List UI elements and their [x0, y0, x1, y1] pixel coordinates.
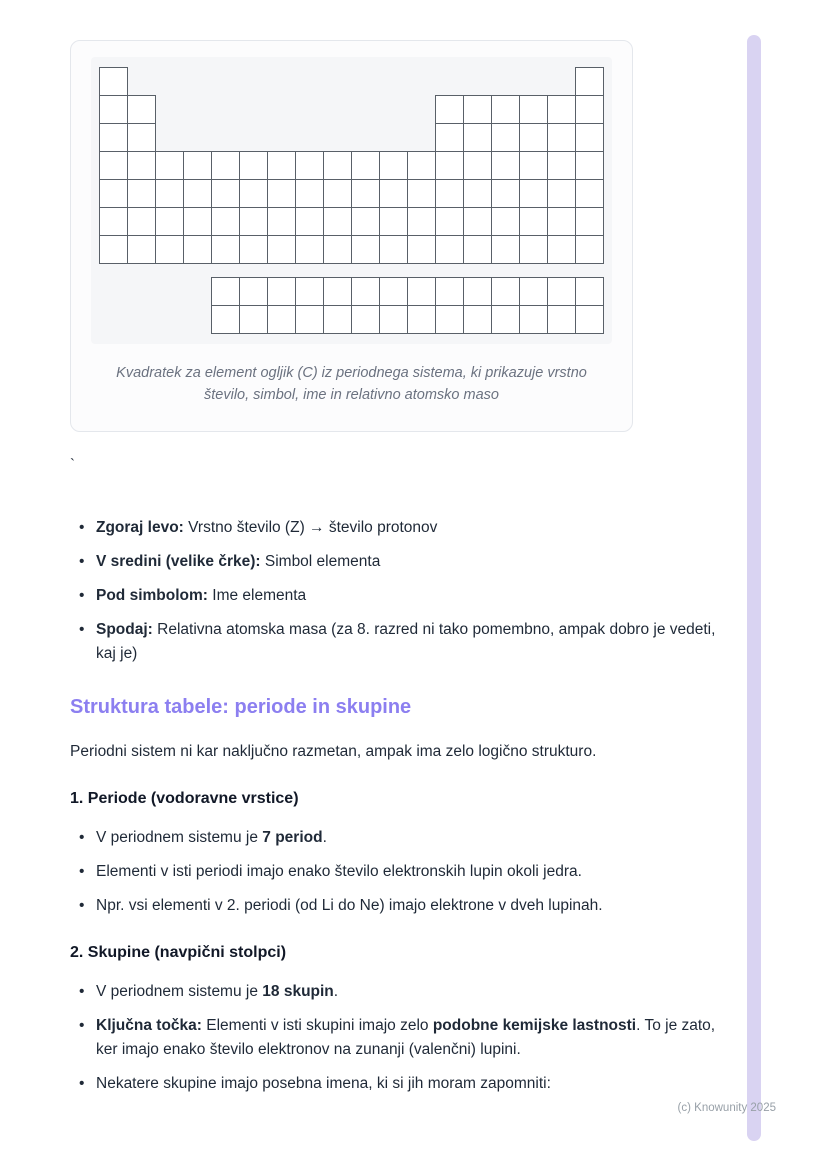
text-segment: Nekatere skupine imajo posebna imena, ki si jih moram zapomniti:: [96, 1074, 551, 1092]
grid-cell: [519, 207, 548, 236]
grid-cell: [99, 235, 128, 264]
grid-cell: [127, 151, 156, 180]
grid-cell: [575, 123, 604, 152]
grid-cell: [519, 277, 548, 306]
grid-cell: [463, 305, 492, 334]
grid-cell: [379, 207, 408, 236]
grid-cell: [127, 179, 156, 208]
list-item: [70, 550, 718, 574]
grid-cell: [155, 235, 184, 264]
grid-cell: [295, 179, 324, 208]
grid-cell: [267, 179, 296, 208]
grid-cell: [239, 151, 268, 180]
grid-cell: [519, 179, 548, 208]
grid-cell: [295, 207, 324, 236]
grid-cell: [211, 151, 240, 180]
grid-cell: [575, 235, 604, 264]
grid-cell: [127, 95, 156, 124]
grid-cell: [183, 179, 212, 208]
grid-cell: [211, 207, 240, 236]
list-item: [70, 516, 718, 540]
grid-cell: [99, 67, 128, 96]
grid-cell: [547, 277, 576, 306]
grid-cell: [239, 277, 268, 306]
grid-cell: [547, 179, 576, 208]
grid-cell: [407, 151, 436, 180]
periods-list: [70, 826, 720, 918]
grid-cell: [435, 123, 464, 152]
text-segment: V periodnem sistemu je: [96, 828, 263, 846]
text-segment: .: [322, 828, 327, 846]
grid-cell: [435, 207, 464, 236]
grid-cell: [435, 151, 464, 180]
grid-cell: [575, 207, 604, 236]
grid-cell: [575, 277, 604, 306]
grid-cell: [351, 277, 380, 306]
grid-cell: [351, 151, 380, 180]
grid-cell: [99, 151, 128, 180]
grid-cell: [351, 207, 380, 236]
grid-cell: [379, 151, 408, 180]
grid-cell: [267, 207, 296, 236]
grid-cell: [267, 235, 296, 264]
grid-cell: [547, 151, 576, 180]
grid-cell: [575, 95, 604, 124]
text-segment: 7 period: [262, 828, 323, 846]
grid-cell: [99, 207, 128, 236]
grid-cell: [267, 305, 296, 334]
copyright-watermark: (c) Knowunity 2025: [677, 1102, 776, 1114]
grid-cell: [351, 235, 380, 264]
grid-cell: [435, 95, 464, 124]
grid-cell: [491, 235, 520, 264]
text-segment: V periodnem sistemu je: [96, 982, 263, 1000]
subheading-periods: 1. Periode (vodoravne vrstice): [70, 789, 299, 807]
grid-cell: [491, 123, 520, 152]
scrollbar[interactable]: [747, 35, 761, 1141]
text-segment: Spodaj:: [96, 620, 153, 638]
content-column: [70, 0, 720, 1106]
section-heading: Struktura tabele: periode in skupine: [70, 695, 412, 718]
grid-cell: [99, 123, 128, 152]
grid-cell: [295, 151, 324, 180]
grid-cell: [491, 207, 520, 236]
grid-cell: [463, 179, 492, 208]
figure-caption: Kvadratek za element ogljik (C) iz periodnega sistema, ki prikazuje vrstno število, simbol, ime in relativno atomsko maso: [116, 365, 587, 404]
grid-cell: [379, 235, 408, 264]
text-segment: podobne kemijske lastnosti: [432, 1016, 637, 1034]
grid-cell: [463, 207, 492, 236]
grid-cell: [491, 305, 520, 334]
grid-cell: [351, 179, 380, 208]
grid-cell: [127, 207, 156, 236]
text-segment: Vrstno število (Z) → število protonov: [183, 518, 438, 536]
list-item: [70, 860, 718, 884]
subheading-groups: 2. Skupine (navpični stolpci): [70, 943, 287, 961]
grid-cell: [407, 179, 436, 208]
grid-cell: [295, 235, 324, 264]
grid-cell: [435, 235, 464, 264]
grid-cell: [323, 207, 352, 236]
grid-cell: [155, 151, 184, 180]
grid-cell: [463, 95, 492, 124]
text-segment: Elementi v isti skupini imajo zelo: [201, 1016, 433, 1034]
grid-cell: [295, 277, 324, 306]
grid-cell: [183, 151, 212, 180]
grid-cell: [127, 235, 156, 264]
list-item: [70, 826, 718, 850]
grid-cell: [127, 123, 156, 152]
list-item: [70, 584, 718, 608]
grid-cell: [519, 151, 548, 180]
grid-cell: [295, 305, 324, 334]
groups-list: [70, 980, 720, 1096]
grid-cell: [155, 207, 184, 236]
grid-cell: [407, 207, 436, 236]
grid-cell: [547, 305, 576, 334]
grid-cell: [351, 305, 380, 334]
grid-cell: [435, 277, 464, 306]
text-segment: Simbol elementa: [260, 552, 381, 570]
grid-cell: [519, 123, 548, 152]
grid-cell: [407, 305, 436, 334]
text-segment: V sredini (velike črke):: [96, 552, 261, 570]
text-segment: Npr. vsi elementi v 2. periodi (od Li do Ne) imajo elektrone v dveh lupinah.: [96, 896, 603, 914]
text-segment: Pod simbolom:: [96, 586, 208, 604]
grid-cell: [547, 123, 576, 152]
grid-cell: [379, 305, 408, 334]
list-item: [70, 894, 718, 918]
grid-cell: [323, 235, 352, 264]
grid-cell: [379, 277, 408, 306]
grid-cell: [435, 305, 464, 334]
grid-cell: [379, 179, 408, 208]
text-segment: Ključna točka:: [96, 1016, 202, 1034]
grid-cell: [435, 179, 464, 208]
list-item: [70, 1072, 718, 1096]
grid-cell: [99, 179, 128, 208]
text-segment: Elementi v isti periodi imajo enako število elektronskih lupin okoli jedra.: [96, 862, 582, 880]
grid-cell: [211, 305, 240, 334]
grid-cell: [519, 235, 548, 264]
list-item: [70, 980, 718, 1004]
grid-cell: [547, 95, 576, 124]
grid-cell: [463, 151, 492, 180]
grid-cell: [575, 179, 604, 208]
grid-cell: [547, 235, 576, 264]
grid-cell: [267, 151, 296, 180]
text-segment: 18 skupin: [262, 982, 334, 1000]
grid-cell: [239, 179, 268, 208]
grid-cell: [211, 179, 240, 208]
grid-cell: [183, 207, 212, 236]
grid-cell: [323, 179, 352, 208]
grid-cell: [407, 235, 436, 264]
stray-backtick: `: [70, 455, 75, 473]
grid-cell: [323, 305, 352, 334]
grid-cell: [323, 277, 352, 306]
text-segment: . To je zato, ker imajo enako število elektronov na zunanji (valenčni) lupini.: [96, 1016, 716, 1058]
grid-cell: [519, 305, 548, 334]
grid-cell: [407, 277, 436, 306]
list-item: [70, 618, 718, 666]
intro-paragraph: Periodni sistem ni kar naključno razmetan, ampak ima zelo logično strukturo.: [70, 742, 597, 760]
text-segment: Relativna atomska masa (za 8. razred ni tako pomembno, ampak dobro je vedeti, kaj je): [96, 620, 716, 662]
grid-cell: [239, 235, 268, 264]
grid-cell: [575, 151, 604, 180]
anatomy-list: [70, 516, 720, 666]
grid-cell: [463, 123, 492, 152]
grid-cell: [491, 277, 520, 306]
grid-cell: [183, 235, 212, 264]
periodic-table-figure: [91, 57, 612, 344]
text-segment: Zgoraj levo:: [96, 518, 184, 536]
grid-cell: [239, 207, 268, 236]
text-segment: Ime elementa: [207, 586, 307, 604]
grid-cell: [575, 305, 604, 334]
grid-cell: [155, 179, 184, 208]
grid-cell: [239, 305, 268, 334]
grid-cell: [575, 67, 604, 96]
grid-cell: [99, 95, 128, 124]
grid-cell: [463, 277, 492, 306]
grid-cell: [211, 235, 240, 264]
periodic-table-grid: [99, 67, 604, 334]
grid-cell: [519, 95, 548, 124]
grid-cell: [491, 151, 520, 180]
grid-cell: [491, 179, 520, 208]
grid-cell: [463, 235, 492, 264]
figure-card: [70, 40, 633, 432]
grid-cell: [267, 277, 296, 306]
grid-cell: [491, 95, 520, 124]
list-item: [70, 1014, 718, 1062]
grid-cell: [323, 151, 352, 180]
grid-cell: [211, 277, 240, 306]
text-segment: .: [333, 982, 339, 1000]
grid-cell: [547, 207, 576, 236]
